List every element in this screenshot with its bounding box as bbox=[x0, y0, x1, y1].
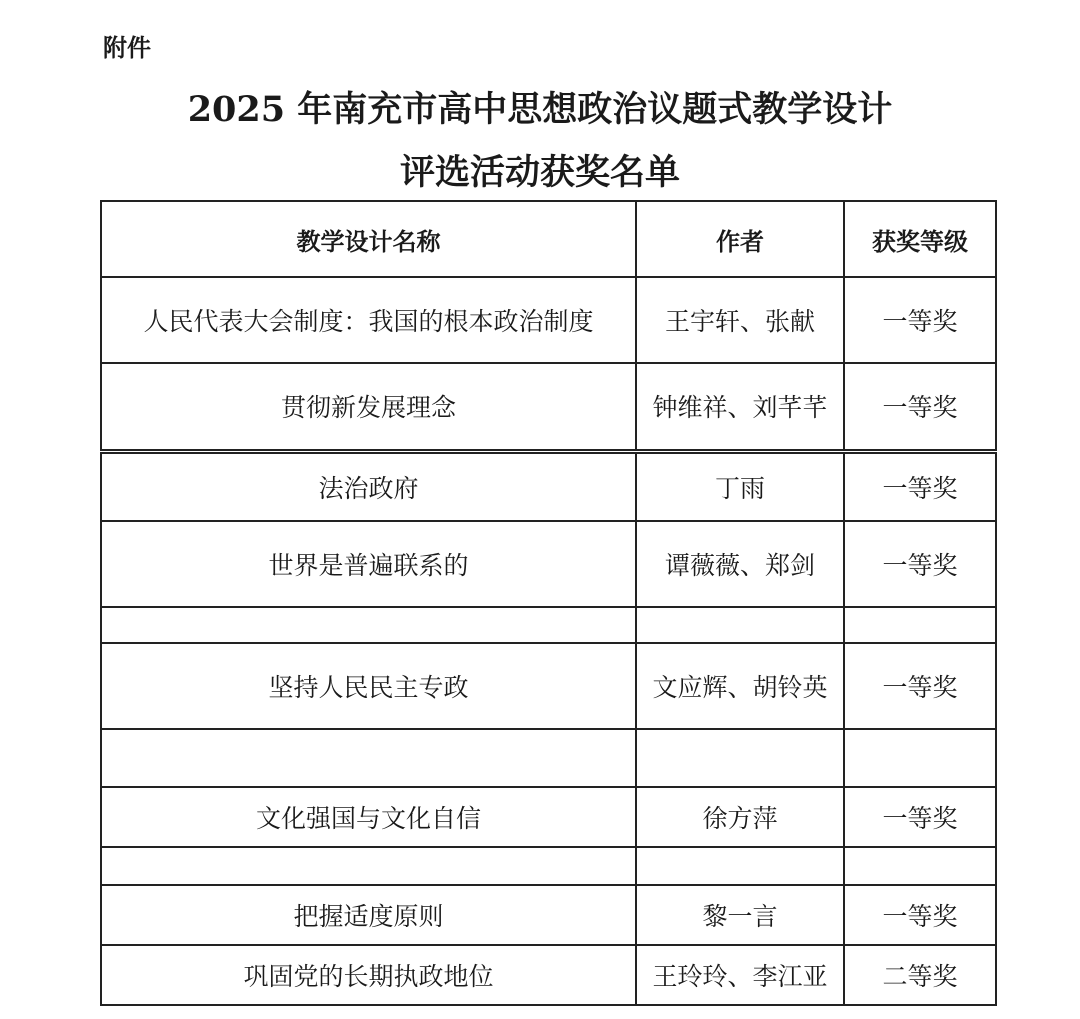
award-cell: 一等奖 bbox=[844, 277, 996, 363]
author-cell: 王宇轩、张献 bbox=[636, 277, 844, 363]
table-row bbox=[101, 521, 996, 607]
award-cell: 一等奖 bbox=[844, 643, 996, 729]
table-row bbox=[101, 787, 996, 847]
table-row bbox=[101, 885, 996, 945]
design-name-cell: 法治政府 bbox=[101, 451, 636, 521]
document-title-line2: 评选活动获奖名单 bbox=[399, 152, 680, 193]
table-row bbox=[101, 451, 996, 521]
award-cell: 一等奖 bbox=[844, 787, 996, 847]
design-name-cell bbox=[101, 847, 636, 885]
table-header-row bbox=[101, 201, 996, 277]
design-name-cell: 巩固党的长期执政地位 bbox=[101, 945, 636, 1005]
award-cell: 一等奖 bbox=[844, 521, 996, 607]
award-cell bbox=[844, 847, 996, 885]
column-header-award-level: 获奖等级 bbox=[844, 201, 996, 277]
table-row-empty bbox=[101, 847, 996, 885]
award-cell bbox=[844, 607, 996, 643]
award-cell: 一等奖 bbox=[844, 885, 996, 945]
table-row-empty bbox=[101, 729, 996, 787]
document-title-line1: 2025 年南充市高中思想政治议题式教学设计 bbox=[187, 89, 893, 130]
design-name-cell: 文化强国与文化自信 bbox=[101, 787, 636, 847]
design-name-cell bbox=[101, 607, 636, 643]
award-cell bbox=[844, 729, 996, 787]
design-name-cell: 世界是普遍联系的 bbox=[101, 521, 636, 607]
design-name-cell bbox=[101, 729, 636, 787]
author-cell: 文应辉、胡铃英 bbox=[636, 643, 844, 729]
author-cell: 王玲玲、李江亚 bbox=[636, 945, 844, 1005]
design-name-cell: 人民代表大会制度：我国的根本政治制度 bbox=[101, 277, 636, 363]
author-cell: 徐方萍 bbox=[636, 787, 844, 847]
column-header-design-name: 教学设计名称 bbox=[101, 201, 636, 277]
author-cell: 钟维祥、刘芊芊 bbox=[636, 363, 844, 451]
table-row bbox=[101, 643, 996, 729]
author-cell bbox=[636, 607, 844, 643]
author-cell bbox=[636, 847, 844, 885]
attachment-label: 附件 bbox=[103, 34, 151, 62]
award-cell: 二等奖 bbox=[844, 945, 996, 1005]
table-row bbox=[101, 945, 996, 1005]
design-name-cell: 坚持人民民主专政 bbox=[101, 643, 636, 729]
table-row bbox=[101, 363, 996, 451]
awards-table bbox=[100, 200, 997, 1006]
table-row-empty bbox=[101, 607, 996, 643]
column-header-author: 作者 bbox=[636, 201, 844, 277]
author-cell: 谭薇薇、郑剑 bbox=[636, 521, 844, 607]
design-name-cell: 贯彻新发展理念 bbox=[101, 363, 636, 451]
author-cell: 丁雨 bbox=[636, 451, 844, 521]
author-cell: 黎一言 bbox=[636, 885, 844, 945]
table-row bbox=[101, 277, 996, 363]
author-cell bbox=[636, 729, 844, 787]
award-cell: 一等奖 bbox=[844, 451, 996, 521]
award-cell: 一等奖 bbox=[844, 363, 996, 451]
design-name-cell: 把握适度原则 bbox=[101, 885, 636, 945]
